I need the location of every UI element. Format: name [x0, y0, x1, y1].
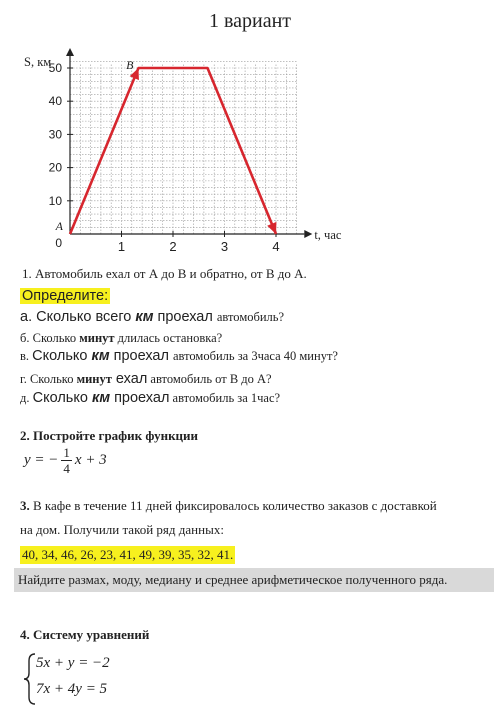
y-tick-label: 20 — [48, 160, 62, 175]
fraction: $\frac{1}{4}$ — [63, 445, 70, 476]
task1-question-v: в. Сколько км проехал автомобиль за 3часа 40 минут? — [20, 348, 338, 364]
system-equation-1: 5x + y = −2 — [36, 655, 110, 671]
x-tick-label: 4 — [272, 239, 280, 254]
x-axis-arrow-icon — [304, 230, 312, 238]
x-tick-label: 1 — [117, 239, 126, 254]
task2-heading: 2. Постройте график функции — [20, 428, 199, 443]
task1-question-b: б. Сколько минут длилась остановка? — [20, 331, 223, 345]
chart-grid — [70, 61, 297, 234]
system-equation-2: 7x + 4y = 5 — [36, 681, 108, 697]
task3-line1: 3. В кафе в течение 11 дней фиксировалось количество заказов с доставкой — [20, 498, 437, 513]
y-tick-label: 30 — [48, 127, 62, 142]
task1-question-d: д. Сколько км проехал автомобиль за 1час? — [20, 390, 281, 406]
point-label-b: B — [126, 58, 134, 72]
x-axis-label: t, час — [314, 228, 342, 242]
y-axis-arrow-icon — [66, 48, 74, 56]
task3-line2: на дом. Получили такой ряд данных: — [20, 522, 224, 537]
distance-time-chart — [20, 44, 360, 259]
task2-formula: y = − $\frac{1}{4}$ x + 3 — [24, 445, 107, 476]
y-tick-label: 50 — [48, 61, 62, 75]
y-tick-label: 10 — [48, 193, 62, 208]
page-title: 1 вариант — [208, 10, 292, 32]
task1-determine: Определите: — [22, 288, 109, 304]
x-tick-label: 3 — [220, 239, 229, 254]
task1-intro: 1. Автомобиль ехал от А до В и обратно, от В до А. — [22, 266, 307, 281]
chart-labels — [24, 55, 342, 242]
y-axis-label: S, км — [24, 55, 52, 69]
task3-data-series: 40, 34, 46, 26, 23, 41, 49, 39, 35, 32, 41. — [22, 547, 234, 562]
task1-question-a: а. Сколько всего км проехал автомобиль? — [20, 309, 285, 325]
task3-question-box — [14, 568, 494, 592]
task1-question-g: г. Сколько минут ехал автомобиль от В до А? — [20, 371, 272, 387]
chart-axes — [66, 48, 312, 238]
y-tick-label: 40 — [48, 94, 62, 109]
task3-question: Найдите размах, моду, медиану и среднее арифметическое полученного ряда. — [18, 572, 448, 587]
task4-heading: 4. Систему уравнений — [20, 627, 150, 642]
origin-label: 0 — [55, 236, 62, 250]
point-label-a: A — [55, 219, 63, 233]
x-tick-label: 2 — [169, 239, 177, 254]
